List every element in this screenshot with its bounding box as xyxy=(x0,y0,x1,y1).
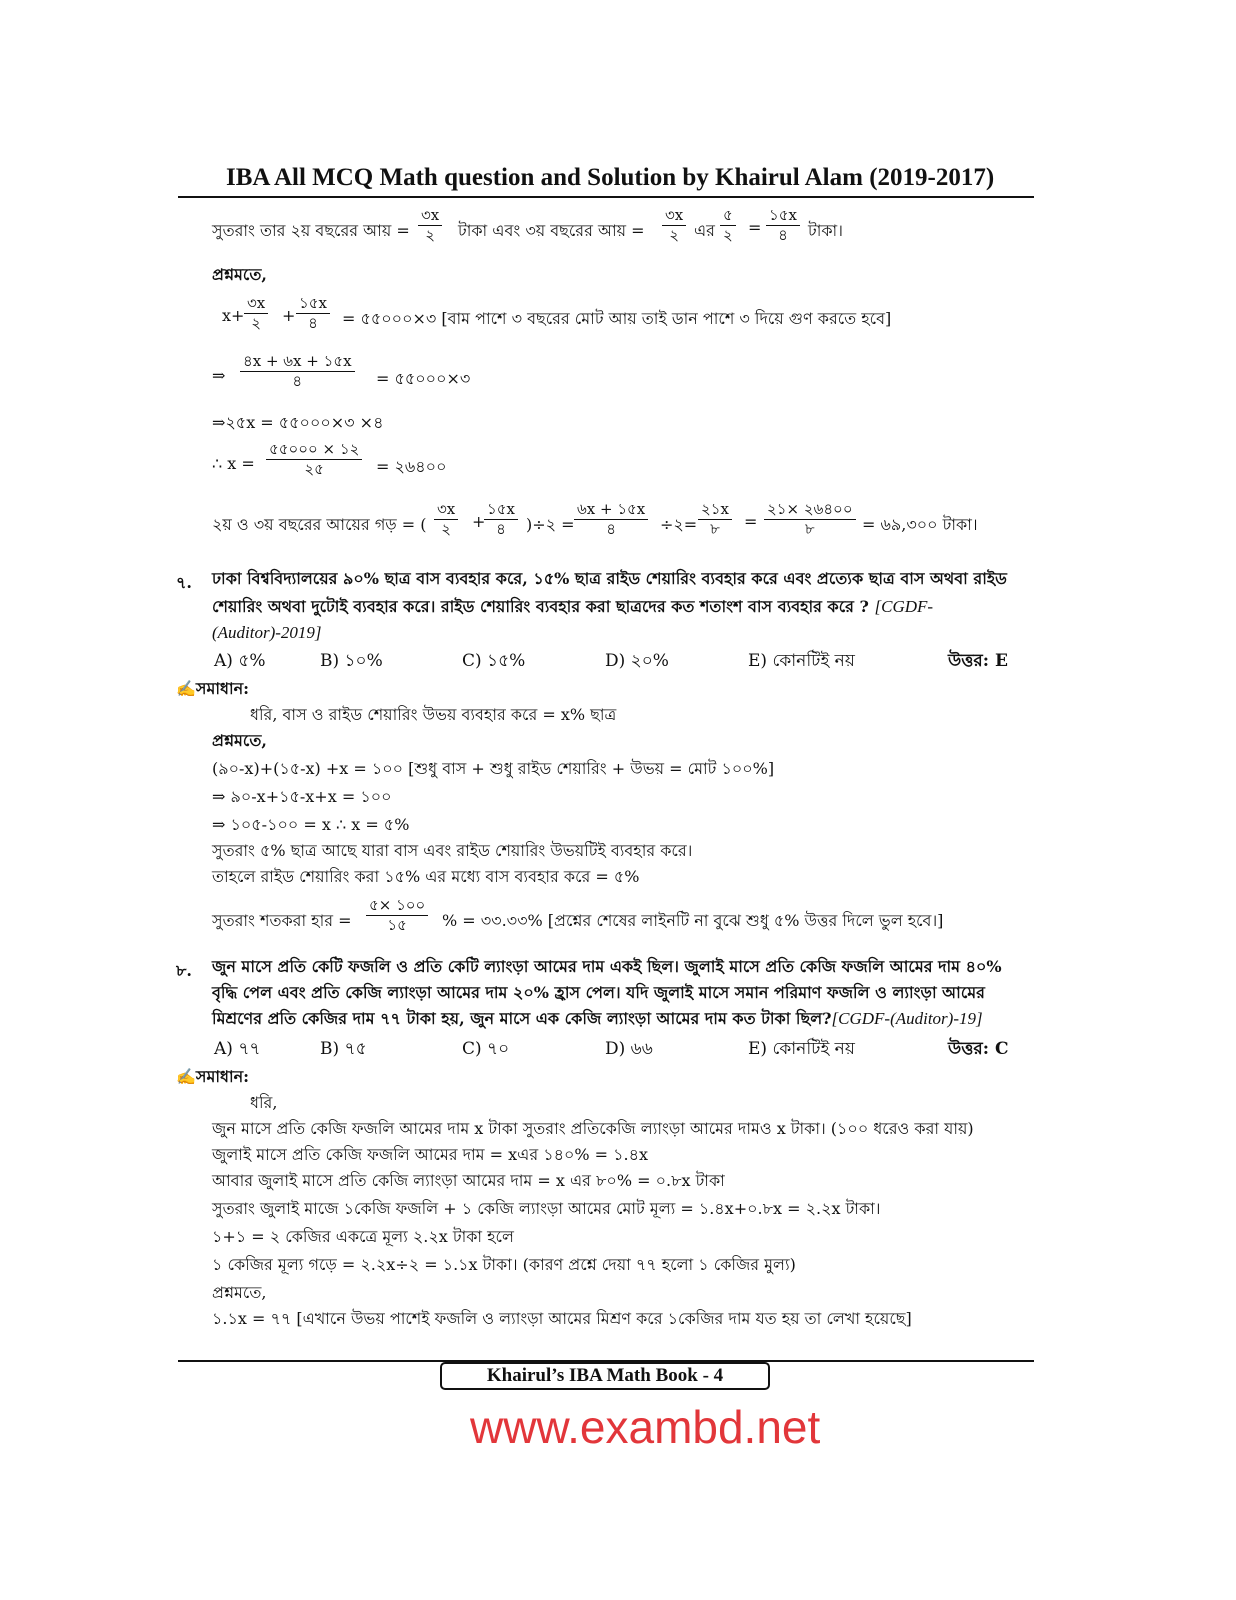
q7-option-c: C) ১৫% xyxy=(462,651,526,671)
p1-line1-frac1: ৩x ২ xyxy=(418,206,442,245)
q7-source-b: (Auditor)-2019] xyxy=(212,623,322,642)
s7-line2: প্রশ্নমতে, xyxy=(212,731,267,750)
p1-line2-plus: + xyxy=(282,306,296,325)
s8-line5: সুতরাং জুলাই মাজে ১কেজি ফজলি + ১ কেজি ল্যাংড়া আমের মোট মূল্য = ১.৪x+০.৮x = ২.২x টাকা। xyxy=(212,1199,881,1218)
s7-line8-frac: ৫× ১০০ ১৫ xyxy=(366,896,428,935)
q8-number: ৮. xyxy=(176,961,192,980)
p1-line5-frac: ৫৫০০০ × ১২ ২৫ xyxy=(266,440,362,479)
q7-line2: শেয়ারিং অথবা দুটোই ব্যবহার করে। রাইড শেয়ারিং ব্যবহার করা ছাত্রদের কত শতাংশ বাস ব্যবহার করে ? [CGDF- xyxy=(212,597,934,616)
p1-line1-end: টাকা। xyxy=(808,221,843,240)
q8-option-d: D) ৬৬ xyxy=(605,1039,653,1059)
p1-line2-frac2: ১৫x ৪ xyxy=(296,294,330,333)
s8-line8: প্রশ্নমতে, xyxy=(212,1283,267,1302)
q7-line1: ঢাকা বিশ্ববিদ্যালয়ের ৯০% ছাত্র বাস ব্যবহার করে, ১৫% ছাত্র রাইড শেয়ারিং ব্যবহার করে এবং প্রত্যেক ছাত্র বাস অথবা রাইড xyxy=(212,569,1007,588)
header-rule xyxy=(178,196,1034,198)
s8-line6: ১+১ = ২ কেজির একত্রে মূল্য ২.২x টাকা হলে xyxy=(212,1227,514,1246)
p1-line6-eq: = xyxy=(744,512,758,531)
s7-line1: ধরি, বাস ও রাইড শেয়ারিং উভয় ব্যবহার করে = x% ছাত্র xyxy=(250,705,617,724)
p1-line6-start: ২য় ও ৩য় বছরের আয়ের গড় = ( xyxy=(212,515,427,534)
p1-line6-div2: ÷২= xyxy=(660,515,698,534)
p1-line6-end: = ৬৯,৩০০ টাকা। xyxy=(862,515,978,534)
s8-line4: আবার জুলাই মাসে প্রতি কেজি ল্যাংড়া আমের দাম = x এর ৮০% = ০.৮x টাকা xyxy=(212,1171,725,1190)
p1-line2-end: = ৫৫০০০×৩ [বাম পাশে ৩ বছরের মোট আয় তাই ডান পাশে ৩ দিয়ে গুণ করতে হবে] xyxy=(342,309,892,328)
q7-option-b: B) ১০% xyxy=(320,651,383,671)
s7-line3: (৯০-x)+(১৫-x) +x = ১০০ [শুধু বাস + শুধু রাইড শেয়ারিং + উভয় = মোট ১০০%] xyxy=(212,759,775,778)
p1-line1-text: সুতরাং তার ২য় বছরের আয় = xyxy=(212,221,410,240)
s7-line4: ⇒ ৯০-x+১৫-x+x = ১০০ xyxy=(212,787,392,806)
p1-line1-frac2: ৩x ২ xyxy=(662,206,686,245)
p1-line4: ⇒২৫x = ৫৫০০০×৩ ×৪ xyxy=(212,413,384,432)
s7-line6: সুতরাং ৫% ছাত্র আছে যারা বাস এবং রাইড শেয়ারিং উভয়টিই ব্যবহার করে। xyxy=(212,841,693,860)
s8-title: ✍সমাধান: xyxy=(176,1067,250,1086)
s7-title: ✍সমাধান: xyxy=(176,679,250,698)
q8-option-e: E) কোনটিই নয় xyxy=(748,1039,855,1059)
q8-answer: উত্তর: C xyxy=(948,1039,1009,1059)
s8-line7: ১ কেজির মূল্য গড়ে = ২.২x÷২ = ১.১x টাকা। (কারণ প্রশ্নে দেয়া ৭৭ হলো ১ কেজির মুল্য) xyxy=(212,1255,796,1274)
q7-source-a: [CGDF- xyxy=(874,597,934,616)
s7-line8-start: সুতরাং শতকরা হার = xyxy=(212,911,352,930)
s8-line9: ১.১x = ৭৭ [এখানে উভয় পাশেই ফজলি ও ল্যাংড়া আমের মিশ্রণ করে ১কেজির দাম যত হয় তা লেখা হয়েছে] xyxy=(212,1309,912,1328)
q8-option-c: C) ৭০ xyxy=(462,1039,510,1059)
q7-option-e: E) কোনটিই নয় xyxy=(748,651,855,671)
p1-line5-start: ∴ x = xyxy=(212,454,255,473)
p1-line1-frac4: ১৫x ৪ xyxy=(766,206,800,245)
p1-line6-frac5: ২১× ২৬৪০০ ৮ xyxy=(764,500,856,539)
s8-line2: জুন মাসে প্রতি কেজি ফজলি আমের দাম x টাকা সুতরাং প্রতিকেজি ল্যাংড়া আমের দামও x টাকা। (১০০ ধরেও করা যায়) xyxy=(212,1119,974,1138)
q7-number: ৭. xyxy=(176,573,192,592)
p1-line1-mid: টাকা এবং ৩য় বছরের আয় = xyxy=(458,221,645,240)
p1-line1-eq: = xyxy=(748,218,762,237)
footer-book-title: Khairul’s IBA Math Book - 4 xyxy=(440,1362,770,1390)
q7-option-d: D) ২০% xyxy=(605,651,669,671)
q8-source: [CGDF-(Auditor)-19] xyxy=(831,1009,983,1028)
p1-line6-frac3: ৬x + ১৫x ৪ xyxy=(574,500,648,539)
watermark: www.exambd.net xyxy=(470,1401,821,1453)
p1-line5-end: = ২৬৪০০ xyxy=(376,457,447,476)
s7-line8-end: % = ৩৩.৩৩% [প্রশ্নের শেষের লাইনটি না বুঝে শুধু ৫% উত্তর দিলে ভুল হবে।] xyxy=(442,911,944,930)
p1-line6-plus: + xyxy=(472,512,486,531)
p1-prosno: প্রশ্নমতে, xyxy=(212,265,267,284)
p1-line3-arrow: ⇒ xyxy=(212,366,226,385)
p1-line3-end: = ৫৫০০০×৩ xyxy=(376,369,471,388)
p1-line6-frac2: ১৫x ৪ xyxy=(484,500,518,539)
p1-line3-frac: ৪x + ৬x + ১৫x ৪ xyxy=(240,352,355,391)
q7-option-a: A) ৫% xyxy=(214,651,266,671)
page-header: IBA All MCQ Math question and Solution by Khairul Alam (2019-2017) xyxy=(226,164,995,191)
q8-option-b: B) ৭৫ xyxy=(320,1039,367,1059)
q8-line3: মিশ্রণের প্রতি কেজির দাম ৭৭ টাকা হয়, জুন মাসে এক কেজি ল্যাংড়া আমের দাম কত টাকা ছিল?[CGDF-(Auditor)-19] xyxy=(212,1009,983,1028)
q8-line2: বৃদ্ধি পেল এবং প্রতি কেজি ল্যাংড়া আমের দাম ২০% হ্রাস পেল। যদি জুলাই মাসে সমান পরিমাণ ফজলি ও ল্যাংড়া আমের xyxy=(212,983,985,1002)
s7-line5: ⇒ ১০৫-১০০ = x ∴ x = ৫% xyxy=(212,815,410,834)
p1-line6-frac1: ৩x ২ xyxy=(434,500,458,539)
p1-line1-frac3: ৫ ২ xyxy=(720,206,736,245)
s8-line1: ধরি, xyxy=(250,1093,278,1112)
p1-line2-start: x+ xyxy=(222,306,245,325)
s8-line3: জুলাই মাসে প্রতি কেজি ফজলি আমের দাম = xএর ১৪০% = ১.৪x xyxy=(212,1145,649,1164)
p1-line6-frac4: ২১x ৮ xyxy=(698,500,732,539)
s7-line7: তাহলে রাইড শেয়ারিং করা ১৫% এর মধ্যে বাস ব্যবহার করে = ৫% xyxy=(212,867,640,886)
p1-line2-frac1: ৩x ২ xyxy=(244,294,268,333)
q8-line1: জুন মাসে প্রতি কেটি ফজলি ও প্রতি কেটি ল্যাংড়া আমের দাম একই ছিল। জুলাই মাসে প্রতি কেজি ফজলি আমের দাম ৪০% xyxy=(212,957,1002,976)
p1-line6-div: )÷২ = xyxy=(526,515,575,534)
q8-option-a: A) ৭৭ xyxy=(214,1039,261,1059)
p1-line1-er: এর xyxy=(694,221,715,240)
q7-answer: উত্তর: E xyxy=(948,651,1008,671)
